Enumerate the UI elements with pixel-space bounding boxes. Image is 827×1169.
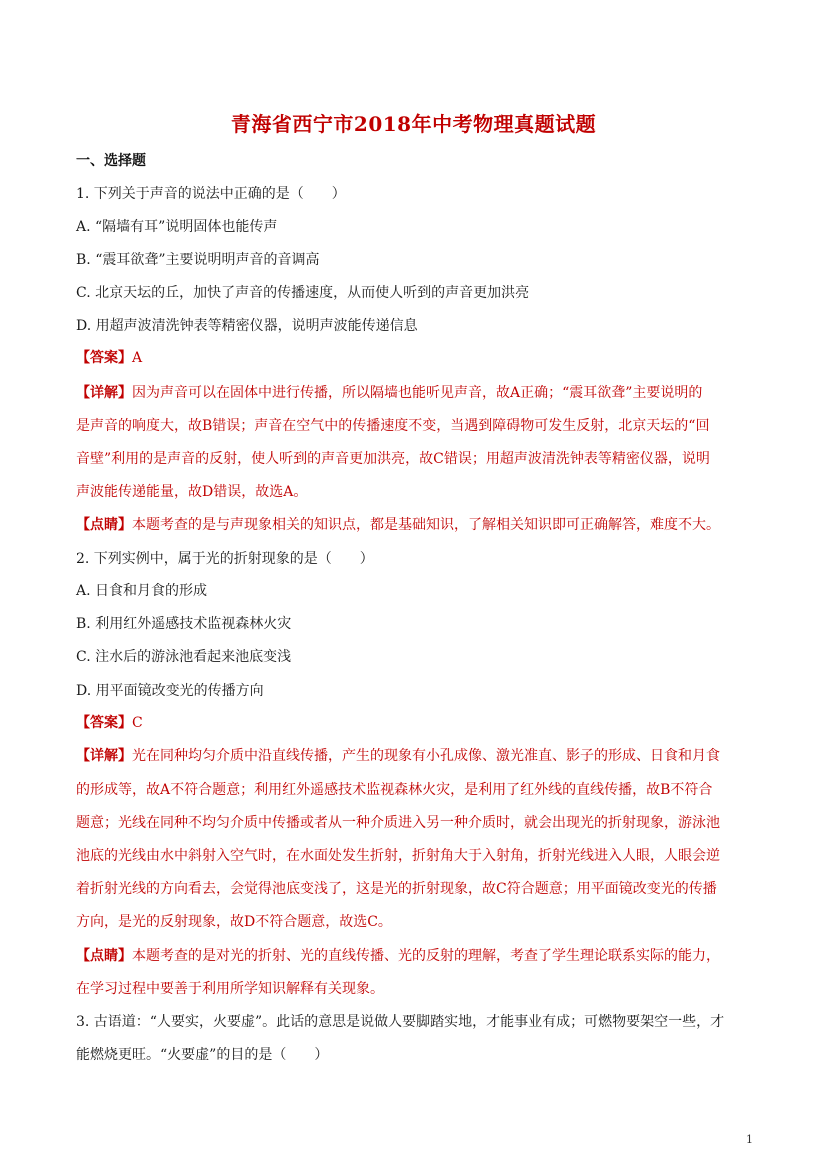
comment-tag: 【点睛】 — [76, 948, 132, 964]
answer-value: C — [132, 715, 143, 731]
question-2-detail-line-2: 的形成等，故A不符合题意；利用红外遥感技术监视森林火灾，是利用了红外线的直线传播，故B不符合 — [76, 782, 713, 798]
question-1-detail-line-3: 音壁”利用的是声音的反射，使人听到的声音更加洪亮，故C错误；用超声波清洗钟表等精密仪器，说明 — [76, 451, 710, 467]
question-1-comment — [76, 515, 756, 535]
question-2-comment-line-2: 在学习过程中要善于利用所学知识解释有关现象。 — [76, 981, 384, 997]
detail-tag: 【详解】 — [76, 748, 132, 764]
section-heading: 一、选择题 — [76, 153, 146, 169]
question-1-option-b: B. “震耳欲聋”主要说明明声音的音调高 — [76, 252, 320, 268]
question-1-detail-line-1 — [76, 383, 756, 403]
question-1-option-c: C. 北京天坛的丘，加快了声音的传播速度，从而使人听到的声音更加洪亮 — [76, 285, 530, 301]
page-title: 青海省西宁市2018年中考物理真题试题 — [230, 112, 597, 136]
question-2-option-c: C. 注水后的游泳池看起来池底变浅 — [76, 649, 292, 665]
detail-tag: 【详解】 — [76, 385, 132, 401]
question-2-detail-line-4: 池底的光线由水中斜射入空气时，在水面处发生折射，折射角大于入射角，折射光线进入人眼，人眼会逆 — [76, 848, 720, 864]
answer-value: A — [132, 350, 143, 366]
question-2-comment-line-1 — [76, 946, 756, 966]
question-3-stem-line-2: 能燃烧更旺。“火要虚”的目的是（ ） — [76, 1047, 329, 1063]
question-1-option-a: A. “隔墙有耳”说明固体也能传声 — [76, 219, 278, 235]
question-1-detail-line-2: 是声音的响度大，故B错误；声音在空气中的传播速度不变，当遇到障碍物可发生反射，北京天坛的“回 — [76, 418, 710, 434]
question-1-detail-line-4: 声波能传递能量，故D错误，故选A。 — [76, 484, 308, 500]
question-2-detail-line-3: 题意；光线在同种不均匀介质中传播或者从一种介质进入另一种介质时，就会出现光的折射现象，游泳池 — [76, 815, 720, 831]
detail-text: 因为声音可以在固体中进行传播，所以隔墙也能听见声音，故A正确；“震耳欲聋”主要说明的 — [132, 385, 703, 401]
question-2-detail-line-5: 着折射光线的方向看去，会觉得池底变浅了，这是光的折射现象，故C符合题意；用平面镜改变光的传播 — [76, 881, 717, 897]
question-2-stem: 2. 下列实例中，属于光的折射现象的是（ ） — [76, 551, 374, 567]
question-2-answer — [76, 713, 756, 733]
question-2-option-d: D. 用平面镜改变光的传播方向 — [76, 683, 264, 699]
question-2-option-b: B. 利用红外遥感技术监视森林火灾 — [76, 616, 292, 632]
comment-tag: 【点睛】 — [76, 517, 132, 533]
answer-tag: 【答案】 — [76, 350, 132, 366]
comment-text: 本题考查的是与声现象相关的知识点，都是基础知识，了解相关知识即可正确解答，难度不大。 — [132, 517, 720, 533]
question-1-answer — [76, 348, 756, 368]
question-1-option-d: D. 用超声波清洗钟表等精密仪器，说明声波能传递信息 — [76, 318, 418, 334]
question-3-stem-line-1: 3. 古语道：“人要实，火要虚”。此话的意思是说做人要脚踏实地，才能事业有成；可燃物要架空一些，才 — [76, 1014, 725, 1030]
question-2-detail-line-6: 方向，是光的反射现象，故D不符合题意，故选C。 — [76, 914, 392, 930]
question-2-detail-line-1 — [76, 746, 756, 766]
page-number: 1 — [746, 1133, 753, 1146]
answer-tag: 【答案】 — [76, 715, 132, 731]
comment-text: 本题考查的是对光的折射、光的直线传播、光的反射的理解，考查了学生理论联系实际的能力， — [132, 948, 720, 964]
question-1-stem: 1. 下列关于声音的说法中正确的是（ ） — [76, 186, 346, 202]
detail-text: 光在同种均匀介质中沿直线传播，产生的现象有小孔成像、激光准直、影子的形成、日食和月食 — [132, 748, 720, 764]
question-2-option-a: A. 日食和月食的形成 — [76, 583, 208, 599]
